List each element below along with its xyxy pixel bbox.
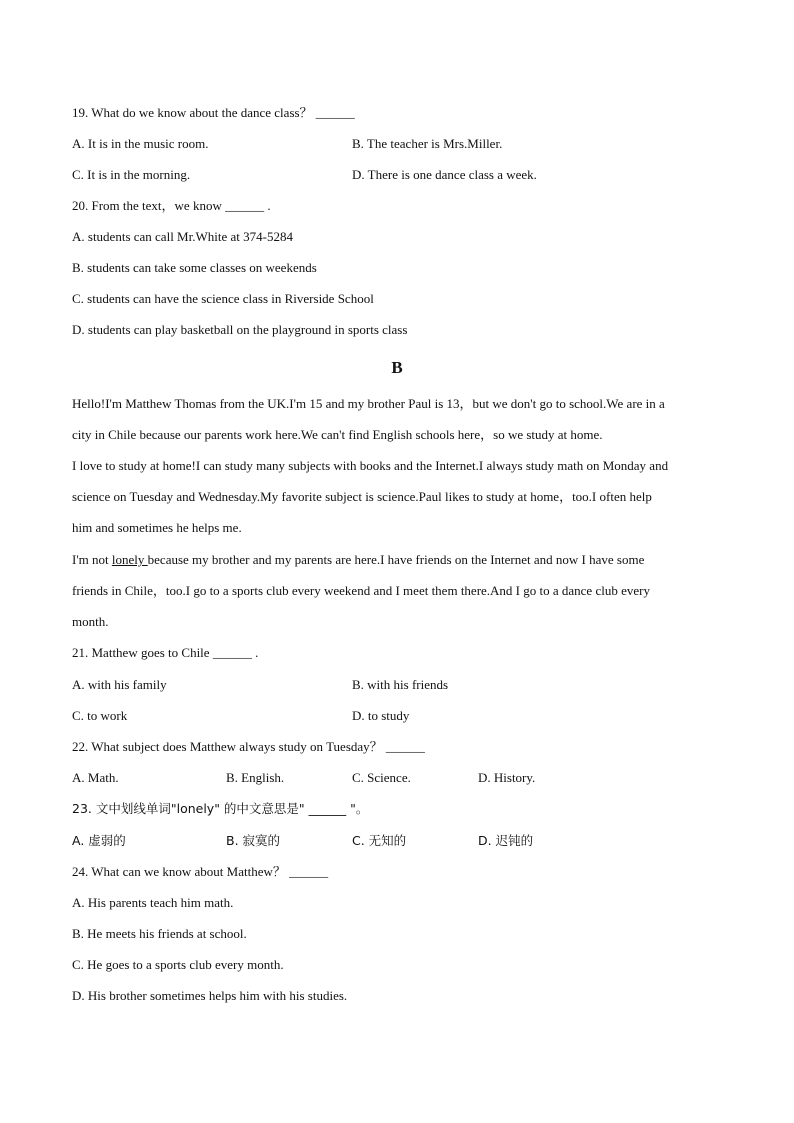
q22-stem: 22. What subject does Matthew always study on Tuesday？ ______	[72, 739, 425, 754]
q20-stem: 20. From the text，we know ______ .	[72, 198, 271, 213]
passage-text: because my brother and my parents are here.I have friends on the Internet and now I have some	[147, 552, 645, 567]
q24-option-b[interactable]: B. He meets his friends at school.	[72, 926, 247, 941]
q21-option-a[interactable]: A. with his family	[72, 677, 167, 692]
q19-option-c[interactable]: C. It is in the morning.	[72, 167, 191, 182]
q20-option-a[interactable]: A. students can call Mr.White at 374-5284	[72, 229, 293, 244]
q21-stem: 21. Matthew goes to Chile ______ .	[72, 645, 259, 660]
q19-option-d[interactable]: D. There is one dance class a week.	[352, 167, 537, 182]
passage-line: him and sometimes he helps me.	[72, 520, 242, 535]
q24-option-a[interactable]: A. His parents teach him math.	[72, 895, 234, 910]
passage-line: month.	[72, 614, 109, 629]
q22-option-a[interactable]: A. Math.	[72, 770, 119, 785]
q23-option-d[interactable]: D. 迟钝的	[478, 833, 534, 848]
passage-line: I love to study at home!I can study many subjects with books and the Internet.I always study math on Monday and	[72, 458, 669, 473]
q22-option-d[interactable]: D. History.	[478, 770, 536, 785]
passage-line: friends in Chile，too.I go to a sports club every weekend and I meet them there.And I go to a dance club every	[72, 583, 650, 598]
underlined-word-lonely: lonely	[111, 552, 148, 567]
passage-line	[72, 552, 644, 568]
q21-option-b[interactable]: B. with his friends	[352, 677, 449, 692]
passage-line: city in Chile because our parents work here.We can't find English schools here，so we study at home.	[72, 427, 603, 442]
q22-option-b[interactable]: B. English.	[226, 770, 285, 785]
q23-option-a[interactable]: A. 虚弱的	[72, 833, 126, 848]
q24-option-c[interactable]: C. He goes to a sports club every month.	[72, 957, 284, 972]
q20-option-b[interactable]: B. students can take some classes on weekends	[72, 260, 317, 275]
passage-text: I'm not	[72, 552, 112, 567]
q20-option-c[interactable]: C. students can have the science class in Riverside School	[72, 291, 374, 306]
q19-option-b[interactable]: B. The teacher is Mrs.Miller.	[352, 136, 503, 151]
q21-option-d[interactable]: D. to study	[352, 708, 410, 723]
q19-option-a[interactable]: A. It is in the music room.	[72, 136, 209, 151]
passage-line: science on Tuesday and Wednesday.My favorite subject is science.Paul likes to study at home，too.I often help	[72, 489, 652, 504]
q19-stem: 19. What do we know about the dance class？ ______	[72, 105, 355, 120]
q23-option-b[interactable]: B. 寂寞的	[226, 833, 281, 848]
q24-stem: 24. What can we know about Matthew？ ______	[72, 864, 329, 879]
passage-line: Hello!I'm Matthew Thomas from the UK.I'm 15 and my brother Paul is 13，but we don't go to school.We are in a	[72, 396, 665, 411]
section-b-heading: B	[391, 358, 403, 377]
q20-option-d[interactable]: D. students can play basketball on the playground in sports class	[72, 322, 408, 337]
q23-stem: 23. 文中划线单词"lonely" 的中文意思是" ______ "。	[72, 801, 369, 816]
q24-option-d[interactable]: D. His brother sometimes helps him with his studies.	[72, 988, 348, 1003]
q22-option-c[interactable]: C. Science.	[352, 770, 411, 785]
q23-option-c[interactable]: C. 无知的	[352, 833, 407, 848]
q21-option-c[interactable]: C. to work	[72, 708, 128, 723]
